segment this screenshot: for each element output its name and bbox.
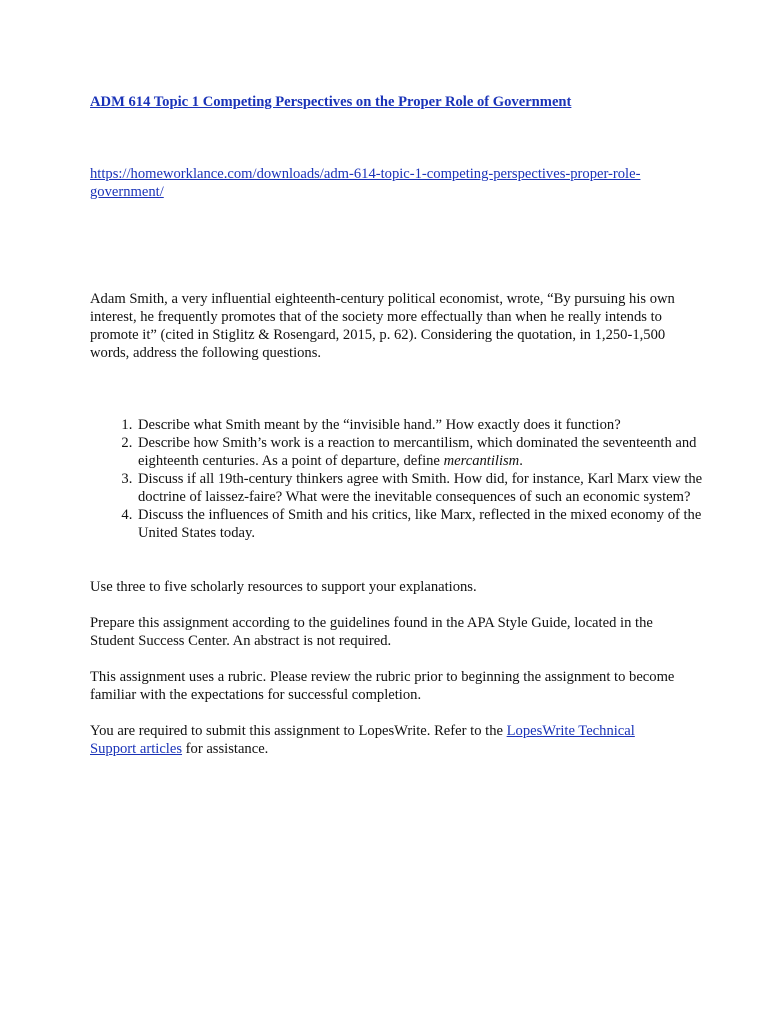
apa-paragraph: Prepare this assignment according to the guidelines found in the APA Style Guide, located in the Student Success Center. An abstract is not required. [90,615,653,649]
question-text: Discuss the influences of Smith and his critics, like Marx, reflected in the mixed economy of the United States today. [138,507,702,541]
question-text-end: . [519,453,523,469]
question-text: Discuss if all 19th-century thinkers agree with Smith. How did, for instance, Karl Marx view the doctrine of laissez-faire? What were the inevitable consequences of such an economic system? [138,471,703,505]
intro-paragraph: Adam Smith, a very influential eighteenth-century political economist, wrote, “By pursuing his own interest, he frequently promotes that of the society more effectually than when he really intends to promote it” (cited in Stiglitz & Rosengard, 2015, p. 62). Considering the quotation, in 1,250-1,500 words, address the following questions. [90,291,675,361]
question-text: Describe what Smith meant by the “invisible hand.” How exactly does it function? [138,417,621,433]
questions-list [90,416,716,542]
lopeswrite-support-link[interactable]: LopesWrite Technical Support articles [90,723,635,757]
question-item-4 [136,506,716,542]
submit-paragraph [90,722,682,758]
question-text: Describe how Smith’s work is a reaction to mercantilism, which dominated the seventeenth and eighteenth centuries. As a point of departure, define [138,435,697,469]
rubric-paragraph: This assignment uses a rubric. Please review the rubric prior to beginning the assignment to become familiar with the expectations for successful completion. [90,669,675,703]
question-item-3 [136,470,716,506]
question-item-1 [136,416,716,434]
question-item-2 [136,434,716,470]
document-title-link[interactable]: ADM 614 Topic 1 Competing Perspectives on the Proper Role of Government [90,94,572,110]
source-url-text[interactable]: https://homeworklance.com/downloads/adm-614-topic-1-competing-perspectives-proper-role-government/ [90,166,641,200]
submit-text: You are required to submit this assignment to LopesWrite. Refer to the [90,723,507,739]
resources-paragraph: Use three to five scholarly resources to support your explanations. [90,579,477,595]
submit-text-end: for assistance. [182,741,269,757]
question-emphasis: mercantilism [443,453,520,469]
source-url-link[interactable] [90,165,670,201]
